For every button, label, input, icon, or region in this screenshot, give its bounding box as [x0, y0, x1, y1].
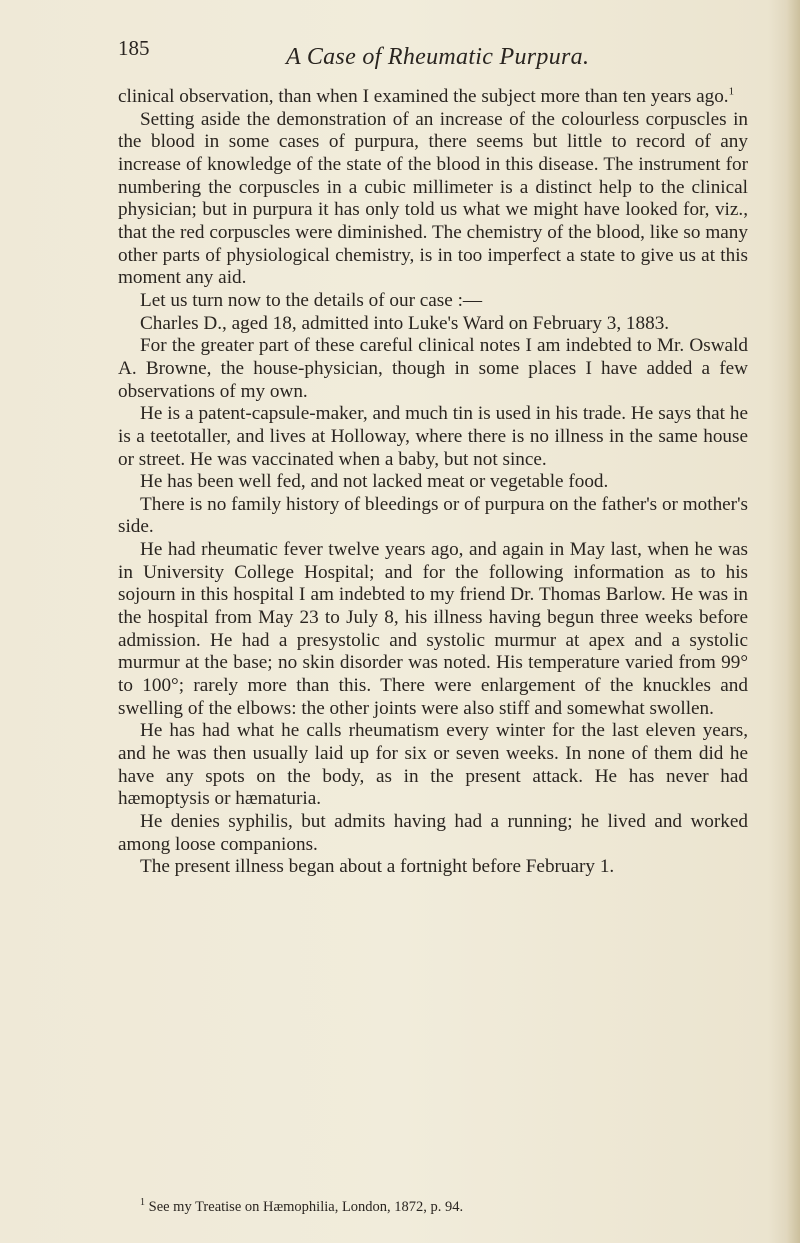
paragraph: Let us turn now to the details of our case :— [140, 289, 483, 311]
page-number: 185 [118, 36, 150, 60]
running-title: A Case of Rheumatic Purpura. [286, 44, 590, 70]
page-header [118, 36, 738, 76]
page-edge [786, 0, 800, 1243]
paragraph: For the greater part of these careful clinical notes I am indebted to Mr. Oswald A. Browne, the house-physician, though in some places I have added a few observations of my own. [118, 335, 748, 402]
footnote [118, 1198, 748, 1216]
paragraph: He has had what he calls rheumatism every winter for the last eleven years, and he was then usually laid up for six or seven weeks. In none of them did he have any spots on the body, as in the present attack. He has never had hæmoptysis or hæmaturia. [118, 720, 748, 810]
paragraph: Charles D., aged 18, admitted into Luke's Ward on February 3, 1883. [140, 312, 670, 334]
footnote-mark: 1 [140, 1197, 145, 1209]
paragraph: Setting aside the demonstration of an increase of the colourless corpuscles in the blood in some cases of purpura, there seems but little to record of any increase of knowledge of the state of the blood in this disease. The instrument for numbering the corpuscles in a cubic millimeter is a distinct help to the clinical physician; but in purpura it has only told us what we might have looked for, viz., that the red corpuscles were diminished. The chemistry of the blood, like so many other parts of physiological chemistry, is in too imperfect a state to give us at this moment any aid. [118, 108, 748, 289]
paragraph: He has been well fed, and not lacked meat or vegetable food. [140, 471, 609, 493]
footnote-text: See my Treatise on Hæmophilia, London, 1872, p. 94. [148, 1199, 464, 1215]
body-text [118, 86, 748, 879]
paragraph: The present illness began about a fortnight before February 1. [140, 856, 615, 878]
footnote-reference: 1 [728, 85, 735, 98]
paragraph: There is no family history of bleedings or of purpura on the father's or mother's side. [118, 493, 748, 538]
paragraph: He denies syphilis, but admits having had a running; he lived and worked among loose companions. [118, 811, 748, 855]
paragraph: clinical observation, than when I examined the subject more than ten years ago.$^1$ [118, 85, 735, 107]
paragraph: He is a patent-capsule-maker, and much tin is used in his trade. He says that he is a teetotaller, and lives at Holloway, where there is no illness in the same house or street. He was vaccinated when a baby, but not since. [118, 403, 748, 470]
paragraph: He had rheumatic fever twelve years ago, and again in May last, when he was in University College Hospital; and for the following information as to his sojourn in this hospital I am indebted to my friend Dr. Thomas Barlow. He was in the hospital from May 23 to July 8, his illness having begun three weeks before admission. He had a presystolic and systolic murmur at apex and a systolic murmur at the base; no skin disorder was noted. His temperature varied from 99° to 100°; rarely more than this. There were enlargement of the knuckles and swelling of the elbows: the other joints were also stiff and somewhat swollen. [118, 539, 748, 719]
